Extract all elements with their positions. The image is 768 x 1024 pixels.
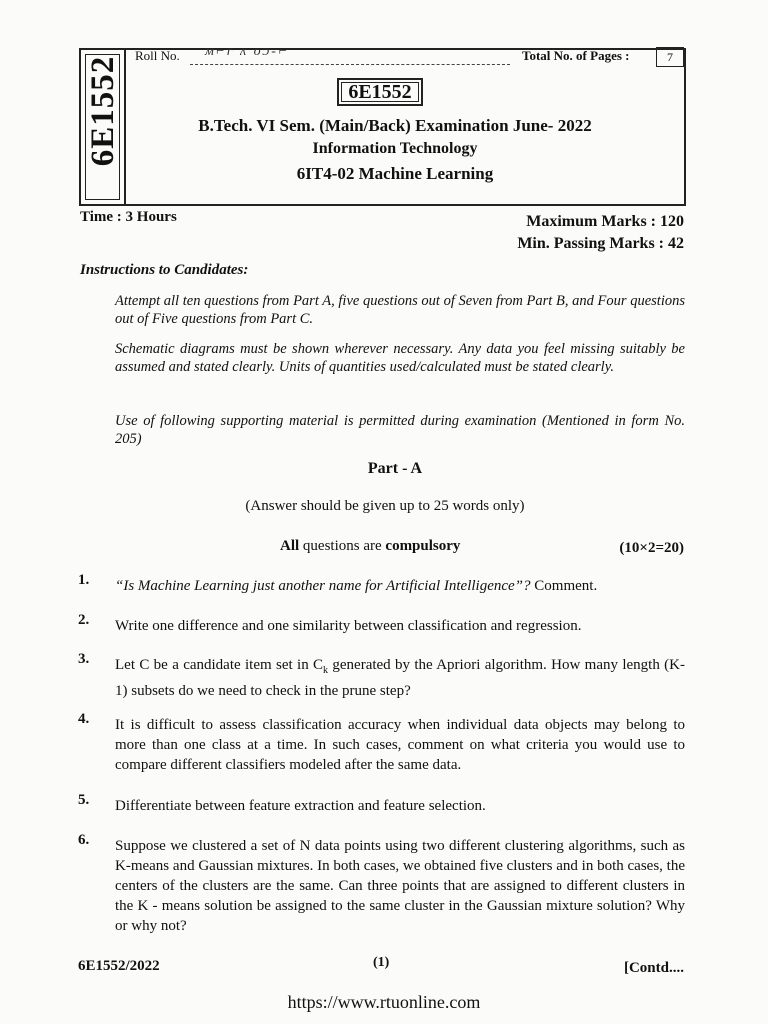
question-1-text bbox=[115, 576, 685, 596]
footer-contd: [Contd.... bbox=[623, 960, 684, 976]
footer-code: 6E1552/2022 bbox=[78, 958, 160, 974]
question-3-part-a: Let C be a candidate item set in C bbox=[115, 657, 324, 673]
maximum-marks: Maximum Marks : 120 bbox=[526, 213, 684, 230]
total-pages-label: Total No. of Pages : bbox=[522, 48, 630, 63]
part-a-title: Part - A bbox=[367, 460, 423, 477]
instruction-1: Attempt all ten questions from Part A, five questions out of Seven from Part B, and Four questions out of Five questions from Part C. bbox=[115, 293, 685, 327]
paper-code: 6E1552 bbox=[337, 78, 423, 106]
instruction-3: Use of following supporting material is permitted during examination (Mentioned in form No. 205) bbox=[115, 413, 685, 447]
question-4-text: It is difficult to assess classification accuracy when individual data objects may belong to more than one class at a time. In such cases, comment on what criteria you would use to compare different classifiers modeled after the same data. bbox=[115, 717, 685, 773]
footer-url[interactable]: https://www.rtuonline.com bbox=[287, 992, 481, 1012]
question-number: 4. bbox=[78, 711, 90, 727]
instructions-heading: Instructions to Candidates: bbox=[80, 262, 249, 278]
vertical-paper-code: 6E1552 bbox=[85, 55, 121, 167]
question-1-comment: Comment. bbox=[530, 578, 598, 594]
all-word: All bbox=[280, 538, 300, 554]
question-number: 3. bbox=[78, 651, 90, 667]
question-number: 1. bbox=[78, 572, 90, 588]
part-a-marks: (10×2=20) bbox=[619, 540, 684, 556]
questions-are-text: questions are bbox=[302, 538, 382, 554]
question-3-text bbox=[115, 655, 685, 701]
time-label: Time : 3 Hours bbox=[80, 209, 177, 225]
question-number: 2. bbox=[78, 612, 90, 628]
total-pages-value: 7 bbox=[656, 47, 684, 67]
roll-no-handwriting: ᴍ⌐ᴦ ʌ ᴏᴐ-⌐ bbox=[205, 44, 290, 59]
instruction-2: Schematic diagrams must be shown wherever necessary. Any data you feel missing suitably be assumed and stated clearly. Units of quantities used/calculated must be stated clearly. bbox=[115, 341, 685, 375]
question-3-subscript: k bbox=[323, 665, 329, 676]
question-5-text: Differentiate between feature extraction and feature selection. bbox=[115, 798, 486, 814]
compulsory-note bbox=[280, 538, 460, 555]
subject-title: 6IT4-02 Machine Learning bbox=[296, 164, 494, 183]
question-number: 6. bbox=[78, 832, 90, 848]
exam-title: B.Tech. VI Sem. (Main/Back) Examination June- 2022 bbox=[198, 116, 592, 135]
min-passing-marks: Min. Passing Marks : 42 bbox=[517, 235, 684, 252]
roll-no-line bbox=[190, 64, 510, 65]
question-6-text: Suppose we clustered a set of N data points using two different clustering algorithms, such as K-means and Gaussian mixtures. In both cases, we obtained five clusters and in both cases, the centers of the clusters are the same. Can three points that are assigned to different clusters in the K - means solution be assigned to the same cluster in the Gaussian mixture solution? Why or why not? bbox=[115, 838, 685, 934]
footer-page-number: (1) bbox=[373, 955, 390, 970]
question-1-quote: “Is Machine Learning just another name for Artificial Intelligence”? bbox=[115, 578, 531, 594]
question-2-text: Write one difference and one similarity between classification and regression. bbox=[115, 618, 582, 634]
question-3-part-b: generated by the Apriori algorithm. How many length (K-1) subsets do we need to check in the prune step? bbox=[115, 657, 685, 699]
question-number: 5. bbox=[78, 792, 90, 808]
part-a-subtitle: (Answer should be given up to 25 words only) bbox=[245, 498, 525, 514]
roll-no-label: Roll No. bbox=[135, 48, 180, 63]
branch-name: Information Technology bbox=[312, 140, 478, 157]
compulsory-word: compulsory bbox=[385, 538, 461, 554]
